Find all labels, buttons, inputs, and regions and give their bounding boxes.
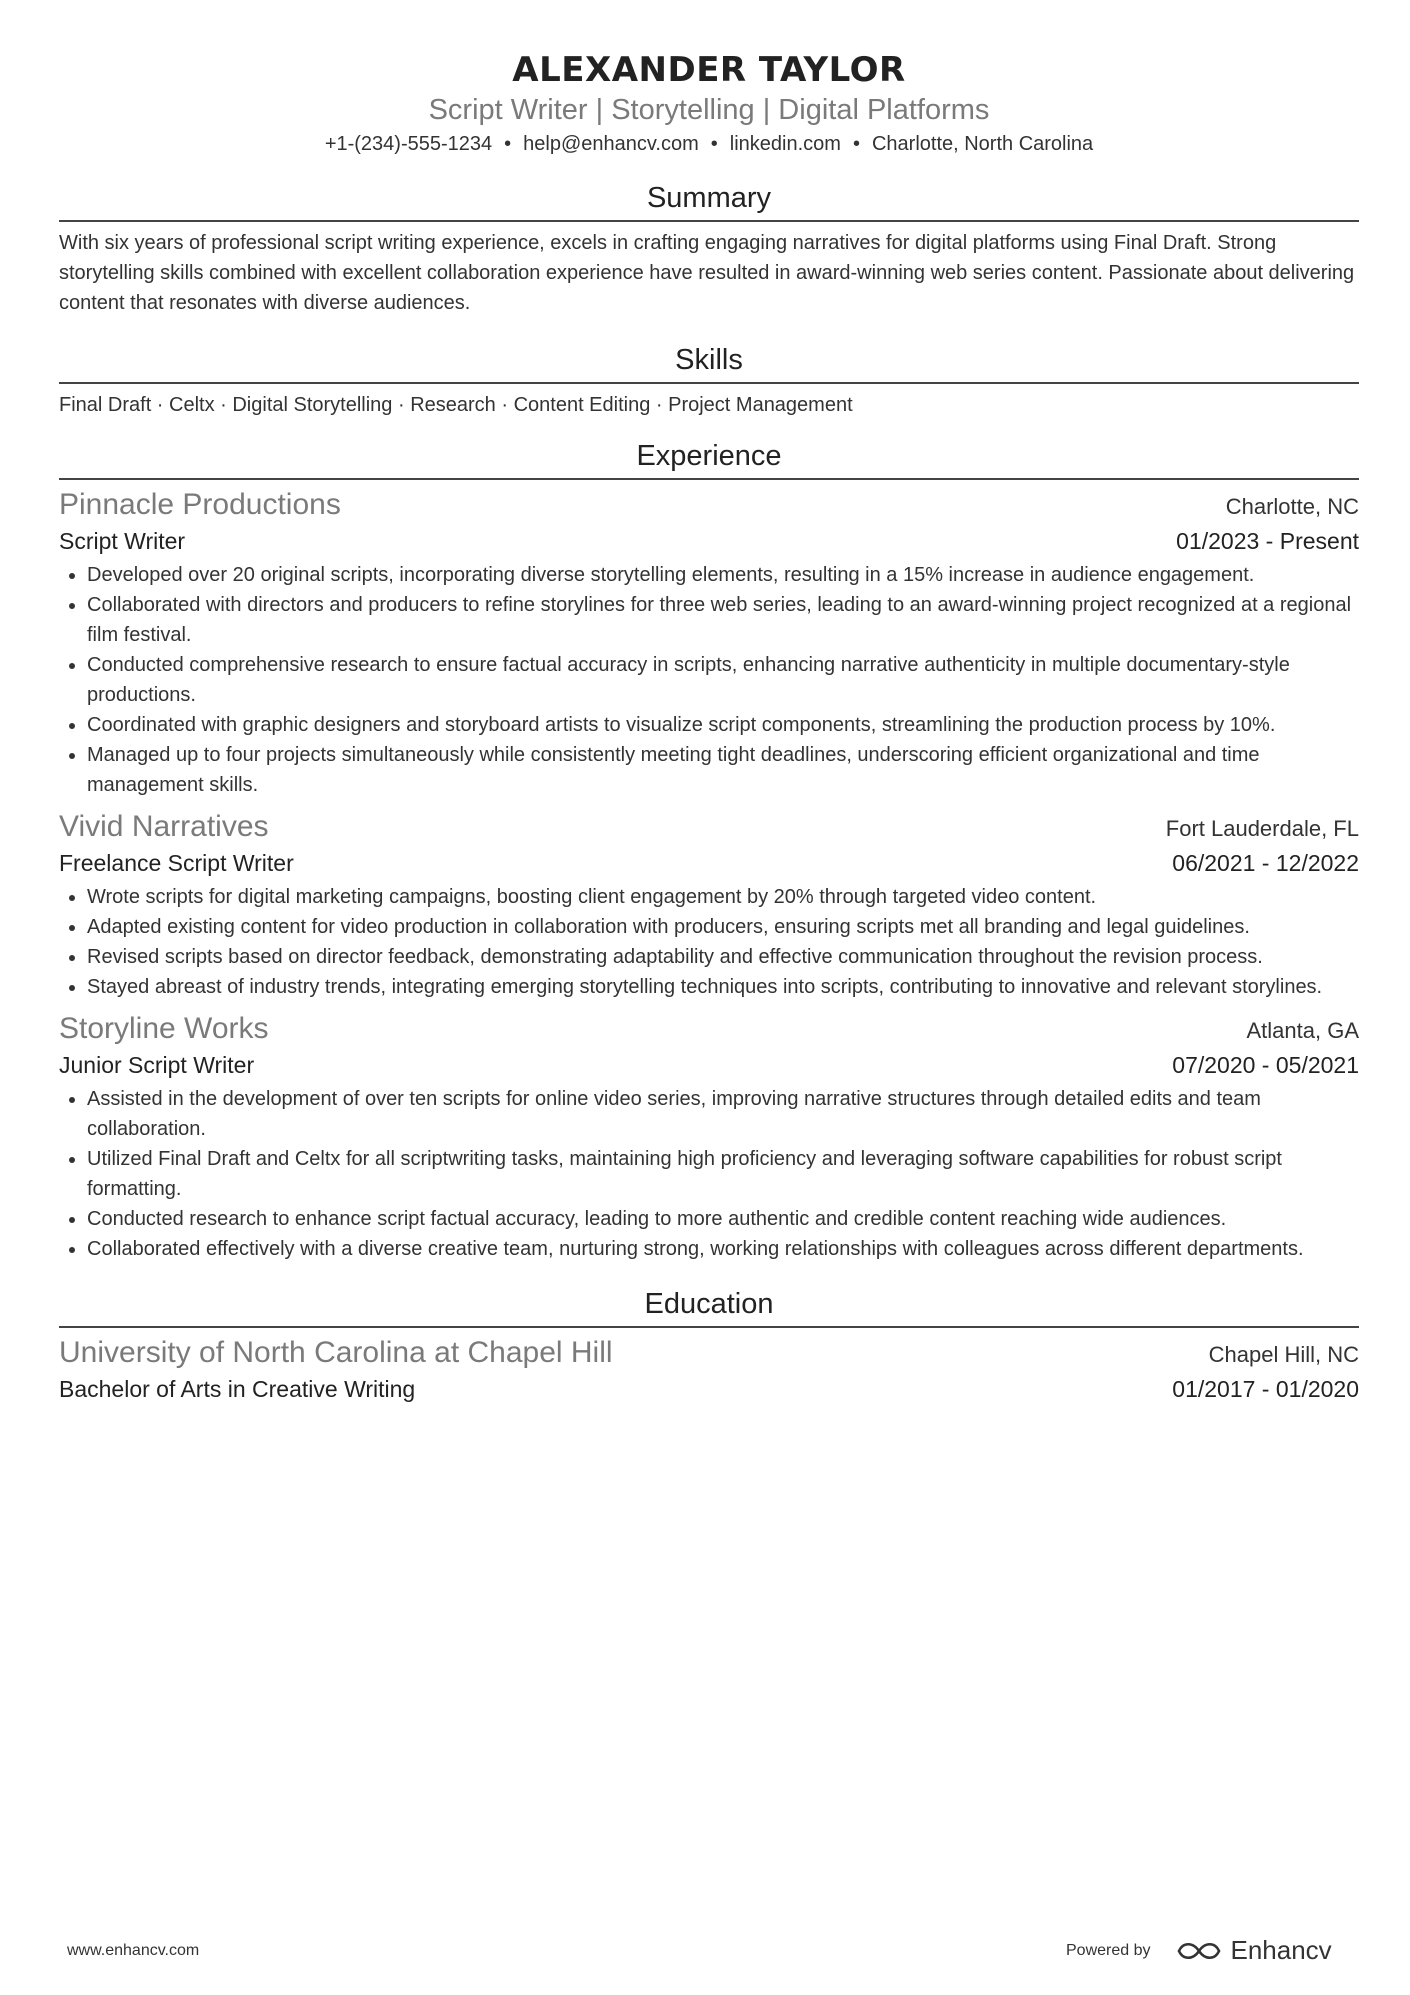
- education-entry: [59, 1334, 1359, 1406]
- footer-website[interactable]: www.enhancv.com: [67, 1942, 200, 1959]
- bullet-item: • Assisted in the development of over ten scripts for online video series, improving narrative structures through detailed edits and team collaboration.: [87, 1084, 1359, 1144]
- contact-email[interactable]: help@enhancv.com: [523, 133, 699, 155]
- powered-by-label: Powered by: [1066, 1941, 1151, 1959]
- contact-linkedin[interactable]: linkedin.com: [729, 133, 841, 155]
- job-role: Script Writer: [59, 528, 186, 554]
- job-company: Pinnacle Productions: [59, 488, 341, 521]
- job-role: Freelance Script Writer: [59, 850, 294, 876]
- education-location: Chapel Hill, NC: [1208, 1342, 1359, 1367]
- bullet-item: • Managed up to four projects simultaneously while consistently meeting tight deadlines, underscoring efficient organizational and time management skills.: [87, 740, 1359, 800]
- separator-dot: •: [852, 133, 860, 155]
- separator-dot: •: [504, 133, 512, 155]
- summary-section: [59, 180, 1359, 318]
- contact-phone: +1-(234)-555-1234: [324, 133, 493, 155]
- bullet-item: • Conducted research to enhance script factual accuracy, leading to more authentic and credible content reaching wide audiences.: [87, 1204, 1359, 1234]
- job-role: Junior Script Writer: [59, 1052, 255, 1078]
- section-title-experience: Experience: [59, 438, 1359, 480]
- job-location: Charlotte, NC: [1225, 494, 1359, 519]
- bullet-item: • Stayed abreast of industry trends, integrating emerging storytelling techniques into scripts, contributing to innovative and relevant storylines.: [87, 972, 1359, 1002]
- separator-dot: •: [710, 133, 718, 155]
- brand-name: Enhancv: [1230, 1935, 1332, 1965]
- footer-branding: [1066, 1935, 1332, 1966]
- skills-list: Final Draft · Celtx · Digital Storytelling · Research · Content Editing · Project Management: [59, 394, 853, 416]
- contact-line: [59, 130, 1359, 158]
- job-company: Storyline Works: [59, 1012, 269, 1045]
- contact-location: Charlotte, North Carolina: [871, 133, 1094, 155]
- job-dates: 07/2020 - 05/2021: [1172, 1052, 1359, 1078]
- headline: Script Writer | Storytelling | Digital Platforms: [428, 94, 990, 126]
- enhancv-logo-icon: [1177, 1940, 1221, 1962]
- bullet-item: • Conducted comprehensive research to ensure factual accuracy in scripts, enhancing narrative authenticity in multiple documentary-style productions.: [87, 650, 1359, 710]
- job-bullets: [59, 560, 1359, 800]
- bullet-item: • Revised scripts based on director feedback, demonstrating adaptability and effective communication throughout the revision process.: [87, 942, 1359, 972]
- section-title-education: Education: [59, 1286, 1359, 1328]
- candidate-name: ALEXANDER TAYLOR: [512, 50, 906, 90]
- job-location: Atlanta, GA: [1246, 1018, 1359, 1043]
- bullet-item: • Coordinated with graphic designers and storyboard artists to visualize script components, streamlining the production process by 10%.: [87, 710, 1359, 740]
- bullet-item: • Developed over 20 original scripts, incorporating diverse storytelling elements, resulting in a 15% increase in audience engagement.: [87, 560, 1359, 590]
- education-degree: Bachelor of Arts in Creative Writing: [59, 1376, 416, 1402]
- section-title-skills: Skills: [59, 342, 1359, 384]
- bullet-item: • Collaborated with directors and producers to refine storylines for three web series, leading to an award-winning project recognized at a regional film festival.: [87, 590, 1359, 650]
- bullet-item: • Utilized Final Draft and Celtx for all scriptwriting tasks, maintaining high proficiency and leveraging software capabilities for robust script formatting.: [87, 1144, 1359, 1204]
- job-dates: 06/2021 - 12/2022: [1172, 850, 1359, 876]
- job-company: Vivid Narratives: [59, 810, 269, 843]
- job-entry: [59, 808, 1359, 1002]
- job-entry: [59, 486, 1359, 800]
- experience-section: [59, 438, 1359, 1264]
- education-dates: 01/2017 - 01/2020: [1172, 1376, 1359, 1402]
- bullet-item: • Adapted existing content for video production in collaboration with producers, ensuring scripts met all branding and legal guidelines.: [87, 912, 1359, 942]
- education-school: University of North Carolina at Chapel Hill: [59, 1336, 613, 1369]
- job-bullets: [59, 882, 1359, 1002]
- bullet-item: • Collaborated effectively with a diverse creative team, nurturing strong, working relationships with colleagues across different departments.: [87, 1234, 1359, 1264]
- job-entry: [59, 1010, 1359, 1264]
- job-location: Fort Lauderdale, FL: [1165, 816, 1359, 841]
- section-title-summary: Summary: [59, 180, 1359, 222]
- skills-section: [59, 342, 1359, 420]
- resume-page: [59, 0, 1359, 1406]
- summary-text: With six years of professional script writing experience, excels in crafting engaging narratives for digital platforms using Final Draft. Strong storytelling skills combined with excellent collaboration experience have resulted in award-winning web series content. Passionate about delivering content that resonates with diverse audiences.: [59, 232, 1355, 314]
- education-section: [59, 1286, 1359, 1406]
- job-dates: 01/2023 - Present: [1176, 528, 1359, 554]
- bullet-item: • Wrote scripts for digital marketing campaigns, boosting client engagement by 20% through targeted video content.: [87, 882, 1359, 912]
- job-bullets: [59, 1084, 1359, 1264]
